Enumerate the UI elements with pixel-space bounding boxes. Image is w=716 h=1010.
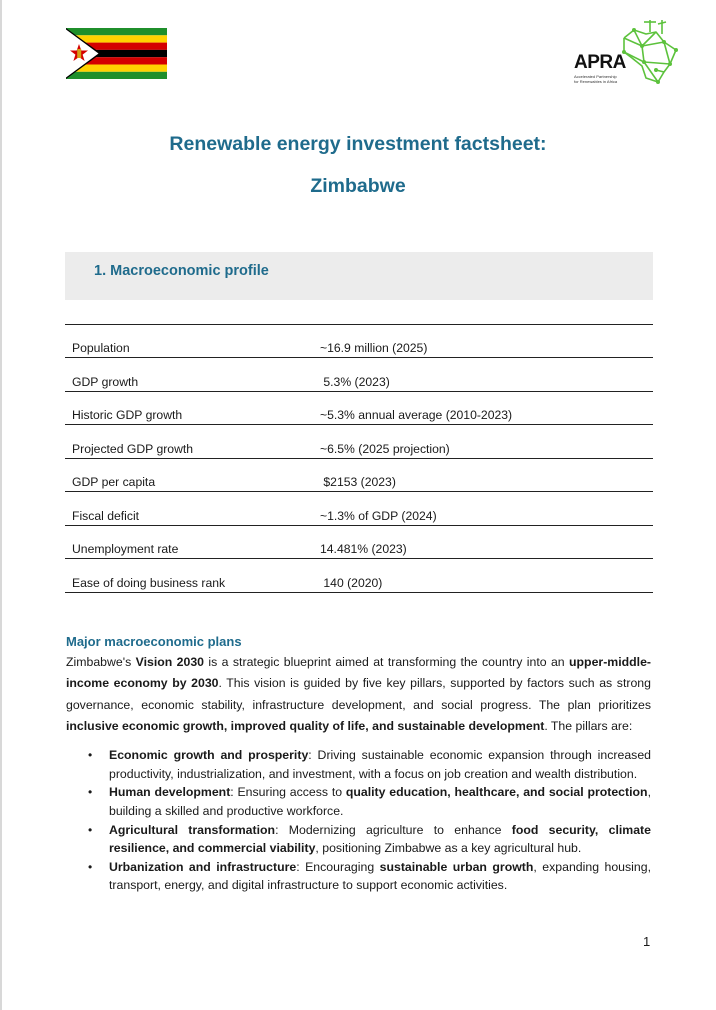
bullet-icon: • xyxy=(88,822,93,837)
pillar-text: : Driving sustainable economic expansion through increased productivity, industrialization, and investment, with a focus on job creation and wealth distribution. xyxy=(109,748,651,781)
plans-heading: Major macroeconomic plans xyxy=(66,634,242,649)
pillar-text: , expanding housing, transport, energy, and digital infrastructure to support economic activities. xyxy=(109,859,651,893)
list-item xyxy=(66,858,651,895)
intro-bold: upper-middle-income economy by 2030 xyxy=(66,655,652,691)
table-row xyxy=(65,559,653,593)
pillar-text: : Modernizing agriculture to enhance xyxy=(275,822,512,837)
table-row xyxy=(65,458,653,492)
row-label: Population xyxy=(72,341,130,355)
row-label: Fiscal deficit xyxy=(72,509,140,523)
list-item xyxy=(66,783,651,820)
bullet-icon: • xyxy=(88,859,93,874)
logo-tagline xyxy=(574,74,634,84)
intro-text: is a strategic blueprint aimed at transforming the country into an xyxy=(204,655,570,669)
row-label: Unemployment rate xyxy=(72,542,179,556)
row-label: GDP per capita xyxy=(72,475,156,489)
row-value: ~16.9 million (2025) xyxy=(320,341,428,355)
row-value: $2153 (2023) xyxy=(320,475,396,489)
table-row xyxy=(65,358,653,392)
table-row xyxy=(65,492,653,526)
bullet-icon: • xyxy=(88,748,93,763)
pillar-bold: sustainable urban growth xyxy=(379,859,534,874)
row-value: ~1.3% of GDP (2024) xyxy=(320,509,437,523)
pillar-title: Agricultural transformation xyxy=(109,822,276,837)
list-item xyxy=(66,821,651,858)
row-label: GDP growth xyxy=(72,375,139,389)
table-row xyxy=(65,525,653,559)
apra-logo xyxy=(574,16,680,86)
row-label: Ease of doing business rank xyxy=(72,576,226,590)
plans-intro-paragraph xyxy=(66,652,651,737)
row-value: ~6.5% (2025 projection) xyxy=(320,442,450,456)
table-row xyxy=(65,391,653,425)
row-value: ~5.3% annual average (2010-2023) xyxy=(320,408,513,422)
list-item xyxy=(66,746,651,783)
intro-text: . This vision is guided by five key pillars, supported by factors such as strong governance, economic stability, infrastructure development, and social progress. The plan prioritizes xyxy=(66,676,651,712)
pillar-bold: quality education, healthcare, and social protection xyxy=(345,785,648,800)
pillar-text: , building a skilled and productive workforce. xyxy=(109,785,651,818)
logo-tagline-1: Accelerated Partnership xyxy=(574,74,617,79)
page-number: 1 xyxy=(643,934,651,949)
pillar-text: : Encouraging xyxy=(296,859,380,874)
pillar-title: Economic growth and prosperity xyxy=(109,748,309,763)
row-label: Historic GDP growth xyxy=(72,408,183,422)
page-subtitle-country: Zimbabwe xyxy=(310,175,406,197)
plans-content xyxy=(66,652,651,895)
intro-bold: inclusive economic growth, improved quality of life, and sustainable development xyxy=(66,718,545,733)
table-row xyxy=(65,425,653,459)
row-value: 14.481% (2023) xyxy=(320,542,407,556)
intro-text: Zimbabwe's xyxy=(66,655,136,669)
section-heading: 1. Macroeconomic profile xyxy=(94,263,269,279)
intro-text: . The pillars are: xyxy=(544,718,633,733)
section-header xyxy=(65,252,653,300)
row-value: 140 (2020) xyxy=(320,576,383,590)
bullet-icon: • xyxy=(88,785,93,800)
pillar-text: : Ensuring access to xyxy=(230,785,346,800)
row-value: 5.3% (2023) xyxy=(320,375,390,389)
pillar-title: Human development xyxy=(109,785,231,800)
pillar-text: , positioning Zimbabwe as a key agricultural hub. xyxy=(315,841,582,856)
row-label: Projected GDP growth xyxy=(72,442,194,456)
intro-bold: Vision 2030 xyxy=(135,655,205,669)
logo-wordmark: APRA xyxy=(574,52,626,73)
zimbabwe-flag-icon xyxy=(66,28,167,79)
pillar-title: Urbanization and infrastructure xyxy=(109,859,297,874)
table-row xyxy=(65,324,653,358)
page-title: Renewable energy investment factsheet: xyxy=(169,133,547,155)
logo-tagline-2: for Renewables in Africa xyxy=(574,79,618,84)
pillars-list xyxy=(66,746,651,895)
pillar-bold: food security, climate resilience, and commercial viability xyxy=(109,822,651,856)
